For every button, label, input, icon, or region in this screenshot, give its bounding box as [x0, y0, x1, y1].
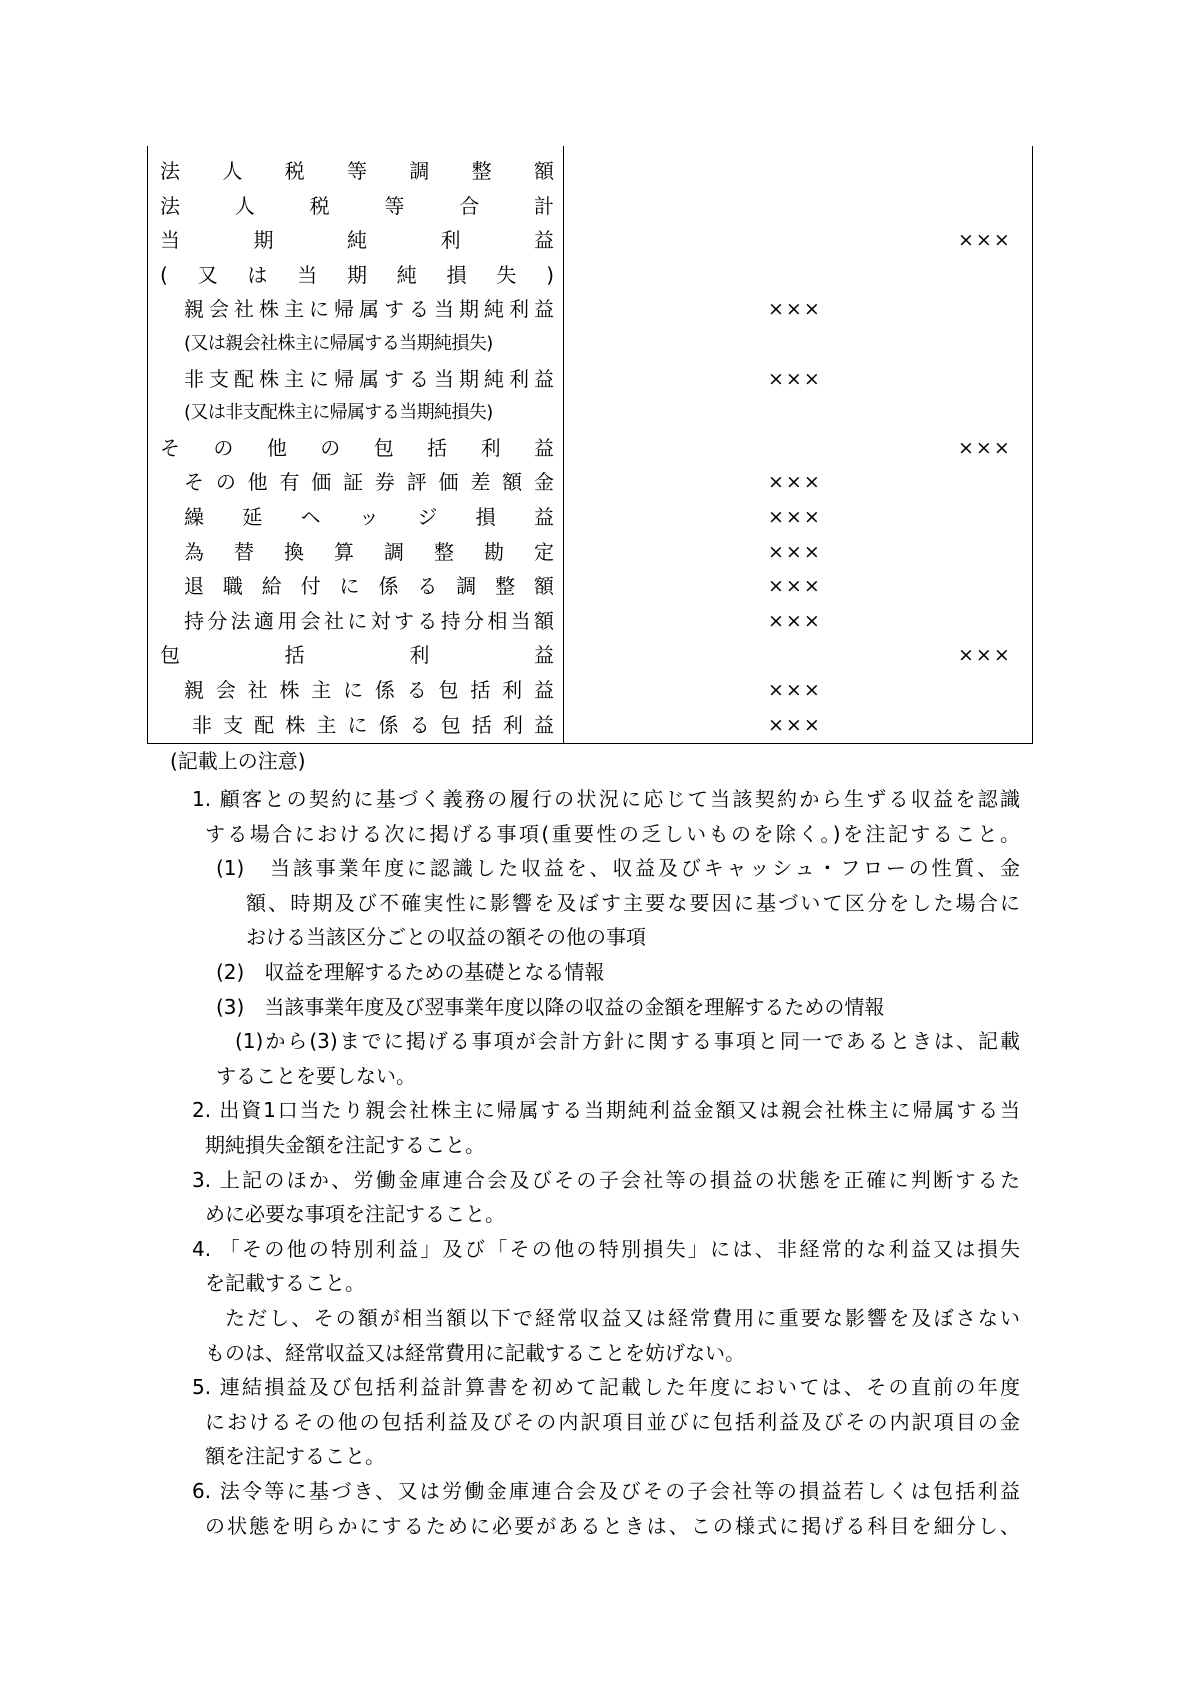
row-label: (又は非支配株主に帰属する当期純損失) — [184, 402, 493, 424]
row-label: 非支配株主に帰属する当期純利益 — [184, 366, 554, 391]
income-statement-table — [147, 146, 1033, 744]
note-line: (2) 収益を理解するための基礎となる情報 — [216, 960, 605, 984]
table-row — [148, 431, 1032, 466]
notes-heading: (記載上の注意) — [170, 749, 306, 773]
table-row — [148, 223, 1032, 258]
table-row — [148, 638, 1032, 673]
table-row — [148, 327, 1032, 362]
total-amount: ××× — [958, 229, 1012, 252]
table-row — [148, 362, 1032, 397]
current-amount: ××× — [768, 713, 822, 736]
current-amount: ××× — [768, 506, 822, 528]
table-row — [148, 673, 1032, 708]
row-label: 為替換算調整勘定 — [184, 539, 554, 564]
note-line: (3) 当該事業年度及び翌事業年度以降の収益の金額を理解するための情報 — [216, 994, 885, 1019]
note-line: 3. 上記のほか、労働金庫連合会及びその子会社等の損益の状態を正確に判断するた — [192, 1167, 1020, 1192]
note-line: めに必要な事項を注記すること。 — [205, 1202, 505, 1227]
total-amount: ××× — [958, 644, 1012, 667]
table-row — [148, 535, 1032, 570]
table-row — [148, 396, 1032, 431]
table-row — [148, 569, 1032, 604]
note-line: 期純損失金額を注記すること。 — [205, 1133, 485, 1157]
note-line: おける当該区分ごとの収益の額その他の事項 — [246, 925, 646, 950]
row-label: 非支配株主に係る包括利益 — [192, 712, 554, 737]
table-row — [148, 500, 1032, 535]
row-label: (又は親会社株主に帰属する当期純損失) — [184, 333, 493, 354]
table-row — [148, 292, 1032, 327]
current-amount: ××× — [768, 471, 822, 494]
row-label: 繰延ヘッジ損益 — [184, 505, 554, 529]
note-line: ものは、経常収益又は経常費用に記載することを妨げない。 — [205, 1340, 745, 1365]
note-line: 1. 顧客との契約に基づく義務の履行の状況に応じて当該契約から生ずる収益を認識 — [192, 787, 1020, 811]
note-line: (1)から(3)までに掲げる事項が会計方針に関する事項と同一であるときは、記載 — [235, 1029, 1020, 1054]
note-line: ただし、その額が相当額以下で経常収益又は経常費用に重要な影響を及ぼさない — [225, 1306, 1020, 1330]
note-line: 額、時期及び不確実性に影響を及ぼす主要な要因に基づいて区分をした場合に — [246, 890, 1020, 915]
note-line: 5. 連結損益及び包括利益計算書を初めて記載した年度においては、その直前の年度 — [192, 1375, 1020, 1400]
note-line: の状態を明らかにするために必要があるときは、この様式に掲げる科目を細分し、 — [205, 1513, 1020, 1538]
note-line: 4. 「その他の特別利益」及び「その他の特別損失」には、非経常的な利益又は損失 — [192, 1236, 1020, 1261]
row-label: 法人税等調整額 — [160, 159, 554, 183]
row-label: その他有価証券評価差額金 — [184, 470, 554, 495]
table-row — [148, 604, 1032, 639]
note-line: を記載すること。 — [205, 1271, 365, 1296]
note-line: する場合における次に掲げる事項(重要性の乏しいものを除く。)を注記すること。 — [205, 821, 1020, 846]
row-label: 当期純利益 — [160, 228, 554, 253]
row-label: その他の包括利益 — [160, 435, 554, 460]
note-line: におけるその他の包括利益及びその内訳項目並びに包括利益及びその内訳項目の金 — [205, 1409, 1020, 1434]
row-label: (又は当期純損失) — [160, 262, 554, 287]
current-amount: ××× — [768, 540, 822, 563]
row-label: 親会社株主に係る包括利益 — [184, 678, 554, 702]
current-amount: ××× — [768, 575, 822, 598]
note-line: 6. 法令等に基づき、又は労働金庫連合会及びその子会社等の損益若しくは包括利益 — [192, 1479, 1020, 1503]
table-row — [148, 465, 1032, 500]
note-line: (1) 当該事業年度に認識した収益を、収益及びキャッシュ・フローの性質、金 — [216, 856, 1020, 881]
row-label: 法人税等合計 — [160, 193, 554, 218]
table-row — [148, 189, 1032, 224]
row-label: 持分法適用会社に対する持分相当額 — [184, 608, 554, 633]
current-amount: ××× — [768, 679, 822, 701]
row-label: 退職給付に係る調整額 — [184, 574, 554, 599]
row-label: 親会社株主に帰属する当期純利益 — [184, 297, 554, 322]
table-row — [148, 708, 1032, 743]
note-line: することを要しない。 — [216, 1063, 416, 1088]
current-amount: ××× — [768, 298, 822, 321]
current-amount: ××× — [768, 367, 822, 390]
note-line: 2. 出資1口当たり親会社株主に帰属する当期純利益金額又は親会社株主に帰属する当 — [192, 1098, 1020, 1123]
row-label: 包括利益 — [160, 643, 554, 668]
current-amount: ××× — [768, 609, 822, 632]
note-line: 額を注記すること。 — [205, 1444, 385, 1469]
total-amount: ××× — [958, 436, 1012, 459]
table-row — [148, 154, 1032, 189]
table-row — [148, 258, 1032, 293]
